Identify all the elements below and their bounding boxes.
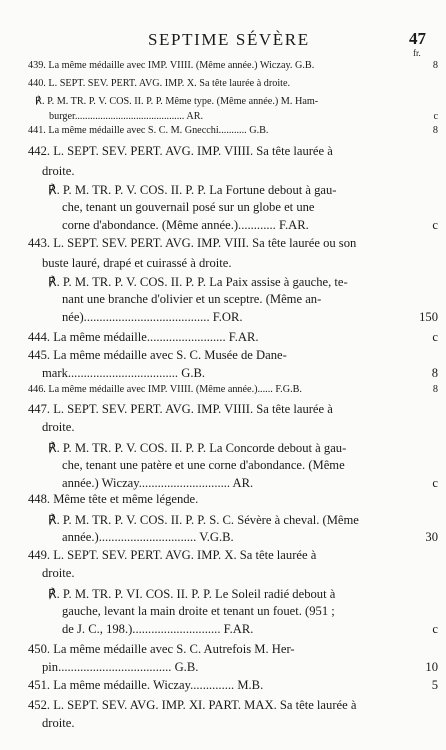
line-text: 452. L. SEPT. SEV. AVG. IMP. XI. PART. MAX. Sa tête laurée à	[28, 698, 357, 712]
line-text: ℟. P. M. TR. P. V. COS. II. P. P. La Fortune debout à gau-	[48, 183, 337, 197]
line-text: gauche, levant la main droite et tenant un fouet. (951 ;	[62, 604, 335, 618]
rarity-value: 8	[432, 125, 438, 136]
line-text: droite.	[42, 164, 75, 178]
rarity-value: c	[432, 476, 438, 490]
line-text: année.) Wiczay............................. AR.	[62, 476, 254, 490]
line-text: 443. L. SEPT. SEV. PERT. AVG. IMP. VIII. Sa tête laurée ou son	[28, 236, 357, 250]
line-text: corne d'abondance. (Même année.)............ F.AR.	[62, 218, 309, 232]
unit-label: fr.	[413, 48, 421, 58]
line-text: 442. L. SEPT. SEV. PERT. AVG. IMP. VIIII. Sa tête laurée à	[28, 144, 333, 158]
page-title: SEPTIME SÉVÈRE	[148, 30, 310, 49]
page-number: 47	[409, 29, 426, 48]
rarity-value: 8	[432, 384, 438, 395]
rarity-value: 8	[431, 366, 438, 380]
line-text: buste lauré, drapé et cuirassé à droite.	[42, 256, 232, 270]
line-text: ℟. P. M. TR. P. V. COS. II. P. P. La Paix assise à gauche, te-	[48, 275, 348, 289]
line-text: ℟. P. M. TR. P. VI. COS. II. P. P. Le Soleil radié debout à	[48, 587, 336, 601]
line-text: droite.	[42, 716, 75, 730]
line-text: année.)............................... V.G.B.	[62, 530, 234, 544]
line-text: ℟. P. M. TR. P. V. COS. II. P. P. Même type. (Même année.) M. Ham-	[35, 96, 319, 107]
line-text: pin.................................... G.B.	[42, 660, 199, 674]
line-text: née)........................................ F.OR.	[62, 310, 243, 324]
rarity-value: c	[432, 330, 438, 344]
rarity-value: 150	[419, 310, 438, 324]
line-text: 440. L. SEPT. SEV. PERT. AVG. IMP. X. Sa tête laurée à droite.	[28, 78, 291, 89]
line-text: 446. La même médaille avec IMP. VIIII. (Même année.)...... F.G.B.	[28, 384, 302, 395]
line-text: 445. La même médaille avec S. C. Musée de Dane-	[28, 348, 287, 362]
rarity-value: 10	[425, 660, 438, 674]
line-text: de J. C., 198.)............................ F.AR.	[62, 622, 254, 636]
line-text: 451. La même médaille. Wiczay.............. M.B.	[28, 678, 264, 692]
rarity-value: 8	[432, 60, 438, 71]
line-text: burger........................................... AR.	[49, 111, 204, 122]
line-text: ℟. P. M. TR. P. V. COS. II. P. P. La Concorde debout à gau-	[48, 441, 347, 455]
line-text: nant une branche d'olivier et un sceptre. (Même an-	[62, 292, 322, 306]
line-text: 450. La même médaille avec S. C. Autrefois M. Her-	[28, 642, 295, 656]
line-text: 447. L. SEPT. SEV. PERT. AVG. IMP. VIIII. Sa tête laurée à	[28, 402, 333, 416]
rarity-value: 30	[425, 530, 438, 544]
line-text: ℟. P. M. TR. P. V. COS. II. P. P. S. C. Sévère à cheval. (Même	[48, 513, 359, 527]
rarity-value: c	[433, 111, 438, 122]
line-text: 449. L. SEPT. SEV. PERT. AVG. IMP. X. Sa tête laurée à	[28, 548, 317, 562]
line-text: mark................................... G.B.	[42, 366, 206, 380]
line-text: 439. La même médaille avec IMP. VIIII. (Même année.) Wiczay. G.B.	[28, 60, 315, 71]
rarity-value: 5	[431, 678, 438, 692]
line-text: droite.	[42, 566, 75, 580]
rarity-value: c	[432, 218, 438, 232]
line-text: che, tenant une patère et une corne d'abondance. (Même	[62, 458, 345, 472]
line-text: droite.	[42, 420, 75, 434]
line-text: che, tenant un gouvernail posé sur un globe et une	[62, 200, 315, 214]
page-header	[0, 29, 446, 58]
line-text: 441. La même médaille avec S. C. M. Gnecchi........... G.B.	[28, 125, 269, 136]
line-text: 444. La même médaille......................... F.AR.	[28, 330, 259, 344]
line-text: 448. Même tête et même légende.	[28, 492, 199, 506]
rarity-value: c	[432, 622, 438, 636]
